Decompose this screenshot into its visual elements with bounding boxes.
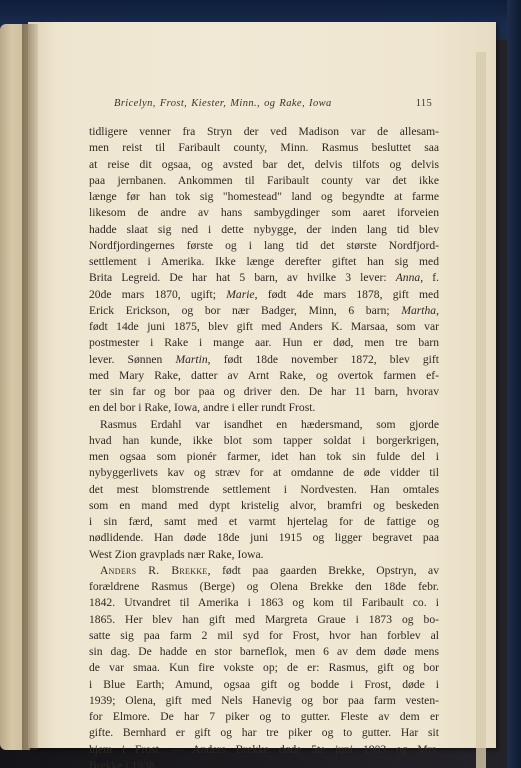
text-run: forældrene Rasmus (Berge) og Olena Brekke den 18de febr. (89, 580, 439, 593)
person-heading: Anders R. Brekke (100, 563, 208, 577)
text-line (89, 514, 439, 530)
text-line (89, 579, 439, 595)
text-line (89, 628, 439, 644)
text-run: med Mary Rake, datter av Arnt Rake, og overtok farmen ef- (89, 368, 439, 382)
italic-name: Martha (401, 303, 437, 317)
text-line (89, 352, 439, 368)
text-run: 20de mars 1870, ugift; (89, 287, 227, 301)
text-run: settlement i Amerika. Ikke længe derefter giftet han sig med (89, 255, 439, 268)
text-line (89, 595, 439, 611)
book-cover-right (507, 0, 521, 768)
italic-name: Anna (395, 271, 421, 285)
text-run: men ogsaa som pionér farmer, idet han tok sin fulde del i (89, 450, 439, 463)
text-run: , født paa gaarden Brekke, Opstryn, av (207, 563, 439, 577)
text-line (89, 222, 439, 238)
text-run: længe før han tok sig "homestead" land og begyndte at farme (89, 190, 439, 203)
text-line (89, 433, 439, 449)
body-text (89, 124, 439, 768)
text-line (89, 384, 439, 400)
text-line (89, 693, 439, 709)
paragraph (89, 563, 439, 768)
text-run: det mest blomstrende settlement i Nordvesten. Han omtales (89, 482, 439, 496)
text-line (89, 238, 439, 254)
text-line (89, 465, 439, 481)
text-run: Rasmus Erdahl var isandhet en hædersmand, som gjorde (100, 417, 439, 431)
text-run: sin dag. De hadde en stor barneflok, men 6 av dem døde mens (89, 645, 439, 658)
text-line (89, 725, 439, 741)
text-run: at reise dit ogsaa, og avsted bar det, delvis tilfots og delvis (89, 157, 439, 171)
text-run: Nordfjordingernes første og i lang tid det største Nordfjord- (89, 238, 439, 252)
text-run: , født 18de november 1872, blev gift (207, 352, 439, 366)
italic-name: Martin (175, 352, 208, 366)
text-run: i Blue Earth; Amund, ogsaa gift og bodde i Frost, døde i (89, 677, 439, 691)
running-title: Bricelyn, Frost, Kiester, Minn., og Rake, Iowa (114, 98, 332, 109)
text-line (89, 173, 439, 189)
text-run: Erick Erickson, og bor nær Badger, Minn, 6 barn; (89, 303, 402, 317)
page-number: 115 (415, 98, 432, 109)
text-line (89, 498, 439, 514)
text-line (89, 660, 439, 676)
text-line (89, 124, 439, 140)
text-run: men reist til Faribault county, Minn. Rasmus besluttet saa (89, 141, 439, 155)
text-run: postmester i Rake i mange aar. Hun er død, men tre barn (89, 336, 439, 350)
text-run: 1865. Her blev han gift med Margreta Graue i 1873 og bo- (89, 612, 439, 626)
text-line (89, 400, 439, 416)
text-run: hvad han kunde, ikke blot som tapper soldat i borgerkrigen, (89, 433, 439, 447)
text-line (89, 303, 439, 319)
text-run: 1842. Utvandret til Amerika i 1863 og kom til Faribault co. i (89, 596, 439, 610)
text-run: Brita Legreid. De har hat 5 barn, av hvilke 3 lever: (89, 271, 396, 285)
text-line (89, 547, 439, 563)
text-run: nødlidende. Han døde 18de juni 1915 og ligger begravet paa (89, 531, 439, 545)
text-line (89, 287, 439, 303)
text-line (89, 449, 439, 465)
italic-name: Marie (226, 287, 255, 301)
page-stack-edge (476, 52, 486, 768)
running-head (62, 98, 432, 112)
text-line (89, 758, 439, 768)
text-run: gifte. Bernhard er gift og har tre piker og to gutter. Har sit (89, 726, 439, 740)
text-line (89, 319, 439, 335)
text-run: Brekke i 1938. (89, 758, 158, 768)
text-run: , f. (420, 271, 439, 285)
text-line (89, 677, 439, 693)
text-line (89, 335, 439, 351)
text-run: 1939; Olena, gift med Nels Hanevig og bor paa farm vesten- (89, 693, 439, 707)
text-line (89, 709, 439, 725)
text-line (89, 612, 439, 628)
text-line (89, 563, 439, 579)
text-run: hadde slaat sig ned i dette nybygge, der inden lang tid blev (89, 222, 439, 236)
text-run: som en mand med dypt kristelig alvor, bramfri og beskeden (89, 498, 439, 512)
text-run: de var smaa. Kun fire vokste op; de er: Rasmus, gift og bor (89, 661, 439, 675)
text-run: nybyggerlivets kav og stræv for at omdanne de øde vidder til (89, 466, 439, 480)
text-line (89, 530, 439, 546)
text-run: satte sig paa farm 2 mil syd for Frost, hvor han forblev al (89, 628, 439, 642)
text-line (89, 368, 439, 384)
text-line (89, 254, 439, 270)
text-line (89, 157, 439, 173)
spine-shadow (22, 24, 38, 750)
text-run: en del bor i Rake, Iowa, andre i eller rundt Frost. (89, 401, 316, 415)
paragraph (89, 124, 439, 417)
text-run: paa jernbanen. Ankommen til Faribault county var det ikke (89, 173, 439, 187)
text-run: ter sin far og bor paa og driver den. De har 11 barn, hvorav (89, 385, 439, 398)
text-line (89, 270, 439, 286)
text-line (89, 417, 439, 433)
text-line (89, 644, 439, 660)
text-run: for Elmore. De har 7 piker og to gutter. Fleste av dem er (89, 710, 439, 723)
text-line (89, 189, 439, 205)
text-run: hjem i Frost. — Anders Brekke døde 5te juni 1903 og Mrs. (89, 742, 439, 756)
text-run: , (436, 303, 439, 317)
text-line (89, 482, 439, 498)
text-line (89, 742, 439, 758)
text-line (89, 140, 439, 156)
text-run: tidligere venner fra Stryn der ved Madison var de allesam- (89, 125, 439, 138)
text-line (89, 205, 439, 221)
text-run: , født 4de mars 1878, gift med (254, 287, 439, 301)
text-run: født 14de juni 1875, blev gift med Anders K. Marsaa, som var (89, 320, 439, 333)
paragraph (89, 417, 439, 563)
text-run: West Zion gravplads nær Rake, Iowa. (89, 547, 264, 561)
text-run: likesom de andre av hans sambygdinger som aaret iforveien (89, 206, 439, 220)
text-run: lever. Sønnen (89, 352, 176, 366)
text-run: i sin færd, samt med et varmt hjertelag for de fattige og (89, 515, 439, 528)
